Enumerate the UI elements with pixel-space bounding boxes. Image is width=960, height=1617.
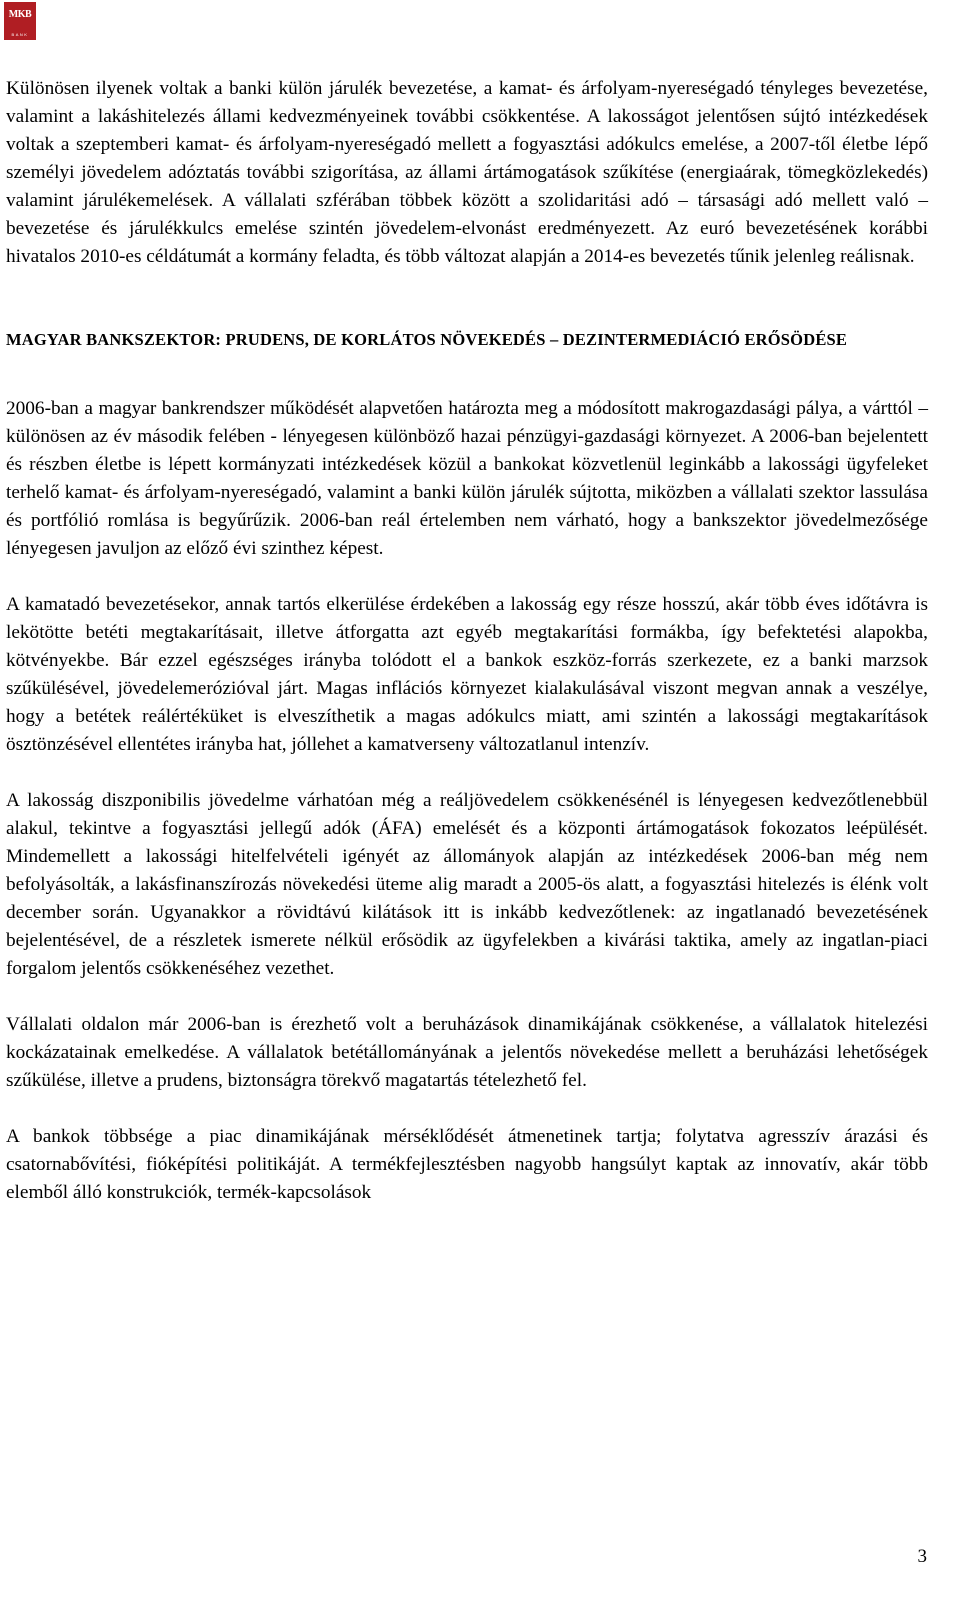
document-body xyxy=(6,75,928,1207)
section-paragraph-4: Vállalati oldalon már 2006-ban is érezhető volt a beruházások dinamikájának csökkenése, a vállalatok hitelezési kockázatainak emelkedése. A vállalatok betétállományának a jelentős növekedése mellett a beruházási lehetőségek szűkülése, illetve a prudens, biztonságra törekvő magatartás tételezhető fel. xyxy=(6,1014,928,1091)
page-number: 3 xyxy=(917,1546,927,1567)
intro-paragraph: Különösen ilyenek voltak a banki külön járulék bevezetése, a kamat- és árfolyam-nyereségadó tényleges bevezetése, valamint a lakáshitelezés állami kedvezményeinek további csökkentése. A lakosságot jelentősen sújtó intézkedések voltak a szeptemberi kamat- és árfolyam-nyereségadó mellett a fogyasztási adókulcs emelése, a 2007-től életbe lépő személyi jövedelem adóztatás további szigorítása, az állami ártámogatások szűkítése (energiaárak, tömegközlekedés) valamint járulékemelések. A vállalati szférában többek között a szolidaritási adó – társasági adó mellett való – bevezetése és járulékkulcs emelése szintén jövedelem-elvonást eredményezett. Az euró bevezetésének korábbi hivatalos 2010-es céldátumát a kormány feladta, és több változat alapján a 2014-es bevezetés tűnik jelenleg reálisnak. xyxy=(6,78,928,267)
section-paragraph-2: A kamatadó bevezetésekor, annak tartós elkerülése érdekében a lakosság egy része hosszú, akár több éves időtávra is lekötötte betéti megtakarításait, illetve átforgatta azt egyéb megtakarítási formákba, így befektetési alapokba, kötvényekbe. Bár ezzel egészséges irányba tolódott el a bankok eszköz-forrás szerkezete, ez a banki marzsok szűkülésével, jövedelemerózióval járt. Magas inflációs környezet kialakulásával viszont megvan annak a veszélye, hogy a betétek reálértéküket is elveszíthetik a magas adókulcs miatt, ami szintén a lakossági megtakarítások ösztönzésével ellentétes irányba hat, jóllehet a kamatverseny változatlanul intenzív. xyxy=(6,594,928,755)
logo-text: MKB xyxy=(8,9,32,20)
mkb-logo xyxy=(4,2,36,40)
section-paragraph-5: A bankok többsége a piac dinamikájának mérséklődését átmenetinek tartja; folytatva agresszív árazási és csatornabővítési, fióképítési politikáját. A termékfejlesztésben nagyobb hangsúlyt kaptak az innovatív, akár több elemből álló konstrukciók, termék-kapcsolások xyxy=(6,1126,928,1203)
logo-subtext: BANK xyxy=(11,32,29,37)
section-paragraph-1: 2006-ban a magyar bankrendszer működését alapvetően határozta meg a módosított makrogazdasági pálya, a várttól – különösen az év második felében - lényegesen különböző hazai pénzügyi-gazdasági környezet. A 2006-ban bejelentett és részben életbe is lépett kormányzati intézkedések közül a bankokat közvetlenül leginkább a lakossági ügyfeleket terhelő kamat- és árfolyam-nyereségadó, valamint a banki külön járulék sújtotta, miközben a vállalati szektor lassulása és portfólió romlása is begyűrűzik. 2006-ban reál értelemben nem várható, hogy a bankszektor jövedelmezősége lényegesen javuljon az előző évi szinthez képest. xyxy=(6,398,928,559)
section-heading: MAGYAR BANKSZEKTOR: PRUDENS, DE KORLÁTOS NÖVEKEDÉS – DEZINTERMEDIÁCIÓ ERŐSÖDÉSE xyxy=(6,330,848,349)
section-paragraph-3: A lakosság diszponibilis jövedelme várhatóan még a reáljövedelem csökkenésénél is lényegesen kedvezőtlenebbül alakul, tekintve a fogyasztási jellegű adók (ÁFA) emelését és a központi ártámogatások fokozatos leépülését. Mindemellett a lakossági hitelfelvételi igényét az állományok alapján az intézkedések 2006-ban még nem befolyásolták, a lakásfinanszírozás növekedési üteme alig maradt a 2005-ös alatt, a fogyasztási hitelezés is élénk volt december során. Ugyanakkor a rövidtávú kilátások itt is inkább kedvezőtlenek: az ingatlanadó bevezetésének bejelentésével, de a részletek ismerete nélkül erősödik az ügyfelekben a kivárási taktika, amely az ingatlan-piaci forgalom jelentős csökkenéséhez vezethet. xyxy=(6,790,928,979)
